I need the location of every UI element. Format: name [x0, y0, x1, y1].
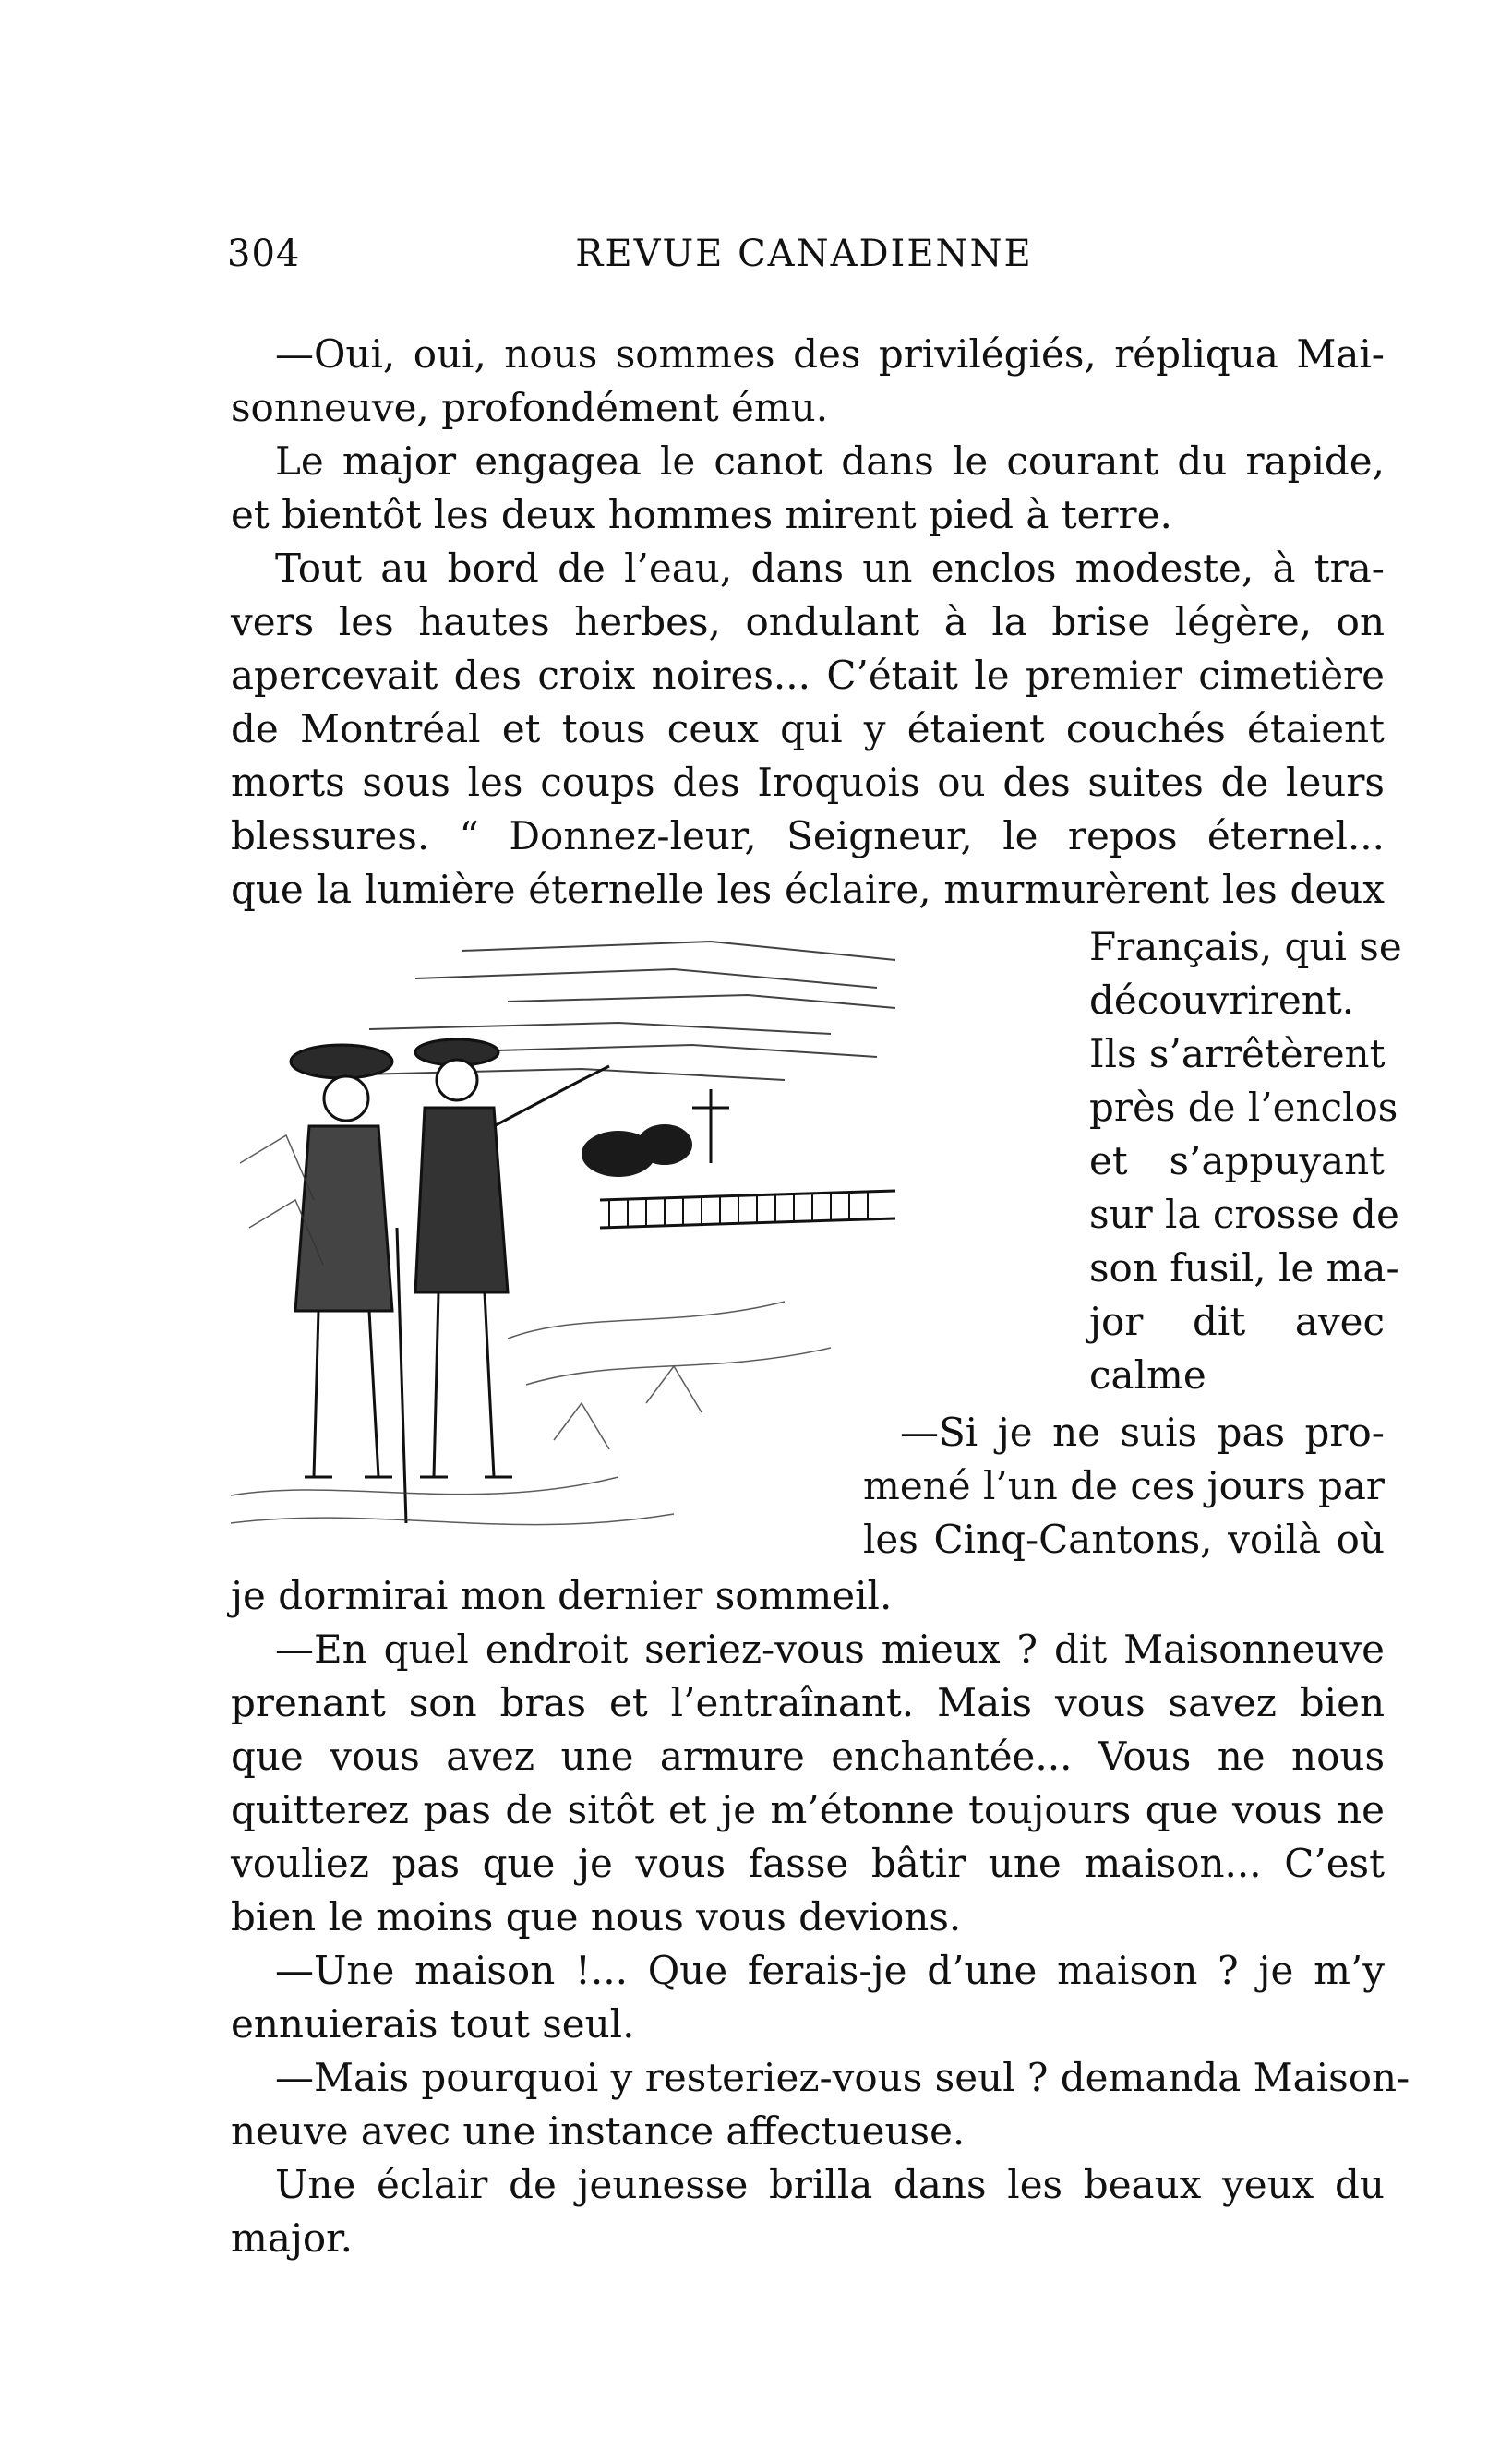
text-line: prenant son bras et l’entraînant. Mais vous savez bien	[231, 1680, 1385, 1725]
text-line: Tout au bord de l’eau, dans un enclos modeste, à tra-	[275, 546, 1385, 591]
text-line: quitterez pas de sitôt et je m’étonne toujours que vous ne	[231, 1787, 1385, 1832]
text-line: son fusil, le ma-	[1089, 1245, 1399, 1291]
text-line: jor dit avec	[1089, 1299, 1385, 1344]
text-line: —Mais pourquoi y resteriez-vous seul ? demanda Maison-	[275, 2055, 1410, 2100]
engraving-illustration	[231, 923, 1089, 1560]
text-line: sur la crosse de	[1089, 1192, 1399, 1237]
text-line: apercevait des croix noires... C’était le premier cimetière	[231, 653, 1385, 698]
text-line: que vous avez une armure enchantée... Vous ne nous	[231, 1734, 1385, 1779]
text-line: Français, qui se	[1089, 924, 1402, 969]
text-line: Une éclair de jeunesse brilla dans les beaux yeux du	[275, 2162, 1385, 2207]
cemetery-scene-engraving	[231, 923, 1089, 1560]
text-line: Le major engagea le canot dans le courant du rapide,	[275, 438, 1385, 484]
text-line: sonneuve, profondément ému.	[231, 385, 829, 430]
text-line: découvrirent.	[1089, 978, 1355, 1023]
text-line: —Une maison !... Que ferais-je d’une maison ? je m’y	[275, 1948, 1385, 1993]
text-line: près de l’enclos	[1089, 1085, 1398, 1130]
text-line: et bientôt les deux hommes mirent pied à terre.	[231, 492, 1172, 537]
text-line: et s’appuyant	[1089, 1138, 1385, 1183]
text-line: mené l’un de ces jours par	[863, 1463, 1385, 1508]
text-line: blessures. “ Donnez-leur, Seigneur, le repos éternel...	[231, 813, 1385, 858]
text-line: je dormirai mon dernier sommeil.	[231, 1573, 893, 1618]
text-line: calme	[1089, 1352, 1206, 1398]
text-line: ennuierais tout seul.	[231, 2001, 635, 2047]
text-line: Ils s’arrêtèrent	[1089, 1031, 1386, 1076]
text-line: de Montréal et tous ceux qui y étaient couchés étaient	[231, 706, 1385, 751]
text-line: les Cinq-Cantons, voilà où	[863, 1517, 1385, 1562]
page-number: 304	[227, 233, 301, 275]
text-line: vers les hautes herbes, ondulant à la brise légère, on	[231, 599, 1385, 644]
text-line: bien le moins que nous vous devions.	[231, 1894, 962, 1939]
text-line: morts sous les coups des Iroquois ou des suites de leurs	[231, 760, 1385, 805]
text-line: neuve avec une instance affectueuse.	[231, 2108, 966, 2154]
running-title: REVUE CANADIENNE	[575, 233, 1033, 275]
page-header	[227, 233, 1381, 288]
text-line: —En quel endroit seriez-vous mieux ? dit Maisonneuve	[275, 1627, 1385, 1672]
text-line: que la lumière éternelle les éclaire, murmurèrent les deux	[231, 867, 1385, 912]
text-line: —Oui, oui, nous sommes des privilégiés, répliqua Mai-	[275, 331, 1385, 377]
text-line: vouliez pas que je vous fasse bâtir une maison... C’est	[231, 1841, 1385, 1886]
text-line: —Si je ne suis pas pro-	[900, 1410, 1385, 1455]
text-line: major.	[231, 2215, 353, 2261]
